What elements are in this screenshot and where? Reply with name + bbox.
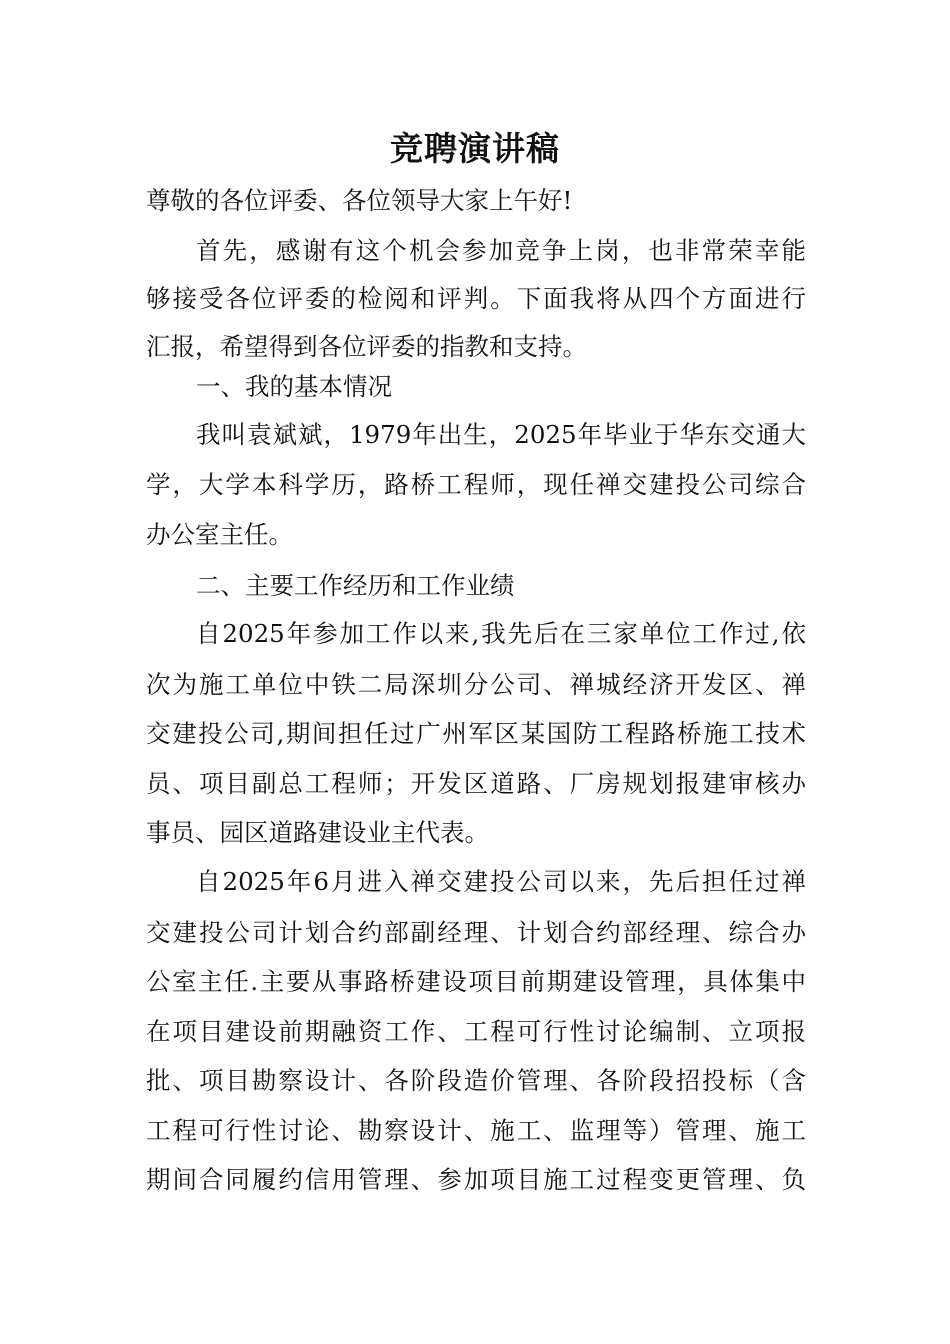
paragraph-line: 工程可行性讨论、勘察设计、施工、监理等）管理、施工 xyxy=(146,1116,806,1145)
paragraph-line: 自2025年参加工作以来,我先后在三家单位工作过,依 xyxy=(196,619,806,648)
paragraph-line: 办公室主任。 xyxy=(146,520,293,549)
paragraph-line: 交建投公司,期间担任过广州军区某国防工程路桥施工技术 xyxy=(146,719,806,748)
paragraph-line: 够接受各位评委的检阅和评判。下面我将从四个方面进行 xyxy=(146,284,806,313)
paragraph-line: 汇报，希望得到各位评委的指教和支持。 xyxy=(146,332,587,361)
paragraph-line: 在项目建设前期融资工作、工程可行性讨论编制、立项报 xyxy=(146,1017,806,1046)
paragraph-line: 公室主任.主要从事路桥建设项目前期建设管理，具体集中 xyxy=(146,967,806,996)
document-title: 竞聘演讲稿 xyxy=(390,129,560,168)
paragraph-line: 次为施工单位中铁二局深圳分公司、禅城经济开发区、禅 xyxy=(146,670,806,699)
paragraph-line: 员、项目副总工程师；开发区道路、厂房规划报建审核办 xyxy=(146,769,806,798)
section-heading: 一、我的基本情况 xyxy=(196,372,392,401)
paragraph-line: 期间合同履约信用管理、参加项目施工过程变更管理、负 xyxy=(146,1165,806,1194)
salutation-line: 尊敬的各位评委、各位领导大家上午好! xyxy=(146,186,573,215)
paragraph-line: 交建投公司计划合约部副经理、计划合约部经理、综合办 xyxy=(146,918,806,947)
paragraph-line: 事员、园区道路建设业主代表。 xyxy=(146,818,489,847)
section-heading: 二、主要工作经历和工作业绩 xyxy=(196,571,515,600)
paragraph-line: 自2025年6月进入禅交建投公司以来，先后担任过禅 xyxy=(196,867,806,896)
paragraph-line: 我叫袁斌斌，1979年出生，2025年毕业于华东交通大 xyxy=(196,420,806,449)
paragraph-line: 批、项目勘察设计、各阶段造价管理、各阶段招投标（含 xyxy=(146,1066,806,1095)
paragraph-line: 首先，感谢有这个机会参加竞争上岗，也非常荣幸能 xyxy=(196,236,806,265)
paragraph-line: 学，大学本科学历，路桥工程师，现任禅交建投公司综合 xyxy=(146,470,806,499)
